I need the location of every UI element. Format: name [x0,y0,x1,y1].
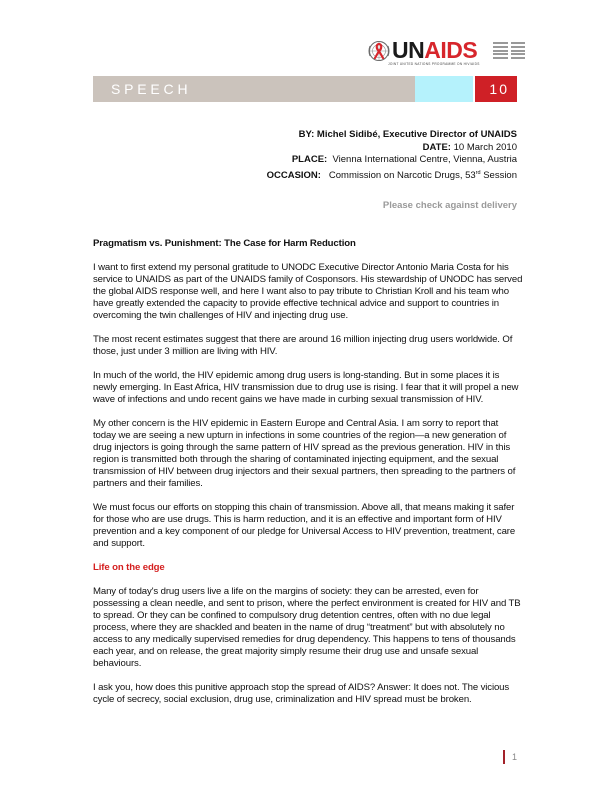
speech-meta [267,129,517,182]
document-type-bar [93,76,517,102]
paragraph: I want to first extend my personal gratitude to UNODC Executive Director Antonio Maria Costa for his service to UNAIDS as part of the UNAIDS family of Cosponsors. His stewardship of UNODC has served the global AIDS response well, and here I want also to pay tribute to Christian Kroll and his team who have greatly extended the capacity to provide effective technical advice and support to countries in overcoming the twin challenges of HIV and injecting drug use. [93,262,523,321]
bar-label-block [93,76,415,102]
meta-by-value: Michel Sidibé, Executive Director of UNAIDS [316,129,517,140]
unaids-logo [368,38,518,68]
speech-body [93,238,523,718]
meta-by [267,129,517,142]
section-heading: Life on the edge [93,562,165,573]
meta-place [267,154,517,167]
paragraph: We must focus our efforts on stopping this chain of transmission. Above all, that means making it safer for those who are use drugs. This is harm reduction, and it is an effective and important form of HIV prevention and a key component of our pledge for Universal Access to HIV prevention, treatment, care and support. [93,502,516,549]
logo-tagline: JOINT UNITED NATIONS PROGRAMME ON HIV/AIDS [388,62,480,66]
meta-occasion-sup: rd [475,169,481,176]
meta-date-value: 10 March 2010 [453,141,517,153]
paragraph: Many of today's drug users live a life on the margins of society: they can be arrested, even for possessing a clean needle, and sent to prison, where the perfect environment is created for HIV and TB to spread. Or they can be confined to compulsory drug detention centres, often with no due legal process, where they are shackled and beaten in the name of drug “treatment” but with absolutely no access to any medically supervised remedies for drug dependency. This happens to tens of thousands each year, and on release, the great majority simply resume their drug use and unsafe sexual behaviours. [93,586,521,669]
speech-number: 10 [489,81,509,97]
meta-place-key: PLACE: [291,154,328,165]
paragraph: The most recent estimates suggest that there are around 16 million injecting drug users worldwide. Of those, just under 3 million are living with HIV. [93,334,513,357]
meta-date-key: DATE: [422,141,451,153]
document-type-label: SPEECH [111,81,192,97]
page-number: 1 [512,752,518,762]
footer-divider [503,750,505,764]
paragraph: My other concern is the HIV epidemic in Eastern Europe and Central Asia. I am sorry to report that today we are seeing a new upturn in infections in some countries of the region—a new generation of drug injectors is going through the same pattern of HIV spread as the previous generation. HIV in this region is transmitted both through the sharing of contaminated injecting equipment, and the sexual transmission of HIV between drug injectors and their sexual partners, then spreading to the partners of partners and their families. [93,418,516,489]
meta-place-value: Vienna International Centre, Vienna, Austria [332,154,517,165]
bar-accent-block [415,76,473,102]
paragraph: I ask you, how does this punitive approach stop the spread of AIDS? Answer: It does not. The vicious cycle of secrecy, social exclusion, drug use, criminalization and HIV spread must be broken. [93,682,510,705]
cosponsor-list [493,42,525,60]
logo-wordmark: UNAIDS [392,37,478,63]
delivery-note: Please check against delivery [382,200,517,211]
bar-number-block [475,76,517,102]
meta-by-key: BY: [298,129,315,140]
meta-date [267,142,517,155]
meta-occasion-value: Commission on Narcotic Drugs, 53 [328,169,476,181]
meta-occasion [267,167,517,183]
un-emblem-red-ribbon-icon [368,40,390,62]
paragraph: In much of the world, the HIV epidemic among drug users is long-standing. But in some places it is newly emerging. In East Africa, HIV transmission due to drug use is rising. I fear that it will propel a new wave of infections and undo recent gains we have made in curbing sexual transmission of HIV. [93,370,519,405]
speech-title: Pragmatism vs. Punishment: The Case for Harm Reduction [93,238,356,249]
meta-occasion-tail: Session [480,169,517,181]
meta-occasion-key: OCCASION: [266,169,321,181]
